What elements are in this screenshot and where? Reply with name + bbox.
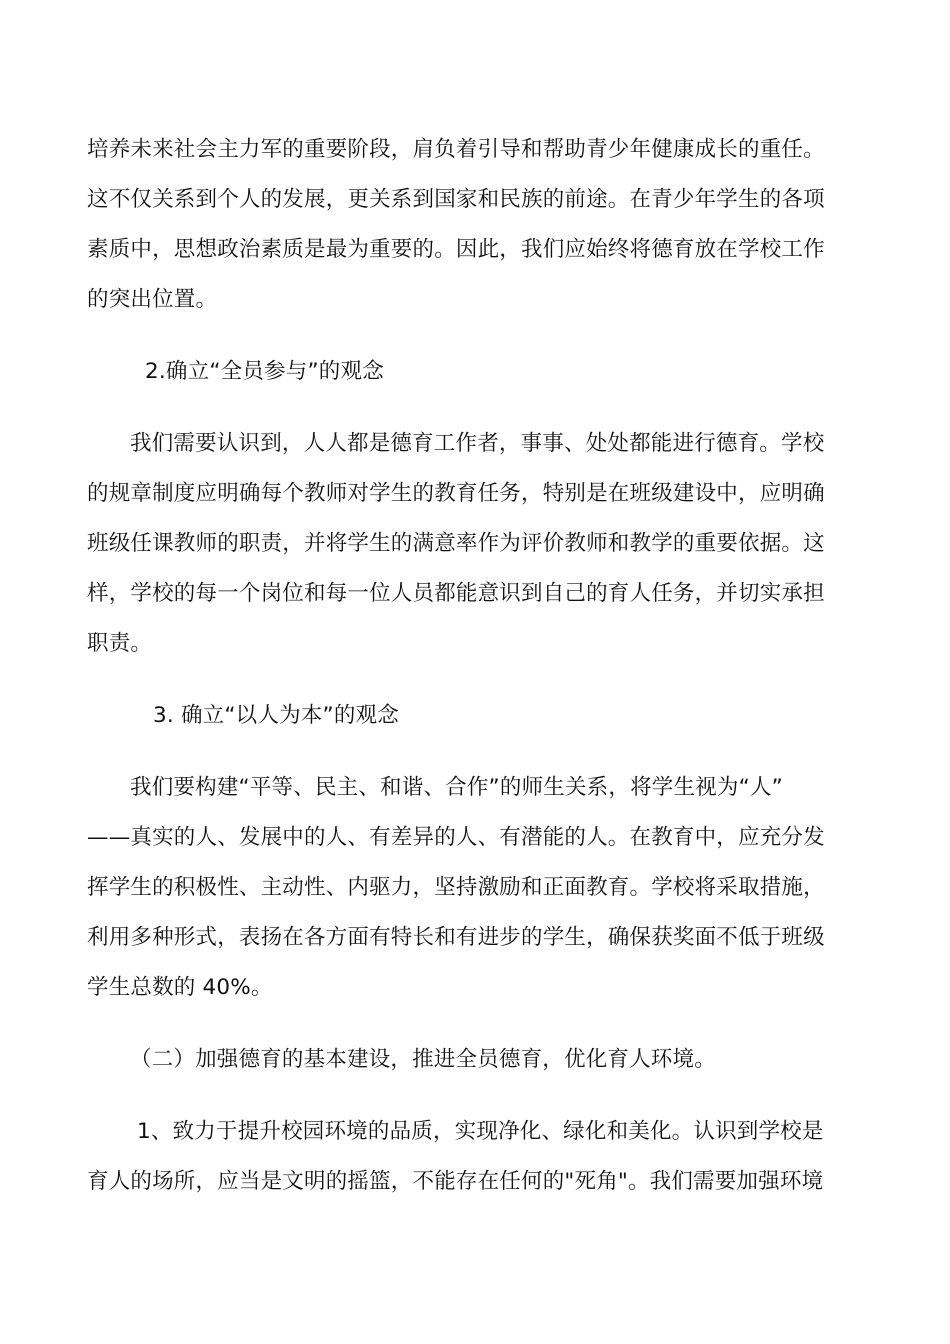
paragraph-1-line-1: 培养未来社会主力军的重要阶段，肩负着引导和帮助青少年健康成长的重任。 <box>87 137 825 162</box>
paragraph-1-line-4: 的突出位置。 <box>87 287 218 312</box>
paragraph-3-line-1: 我们要构建“平等、民主、和谐、合作”的师生关系，将学生视为“人” <box>130 775 783 800</box>
paragraph-2-line-5: 职责。 <box>87 631 153 656</box>
paragraph-2-line-3: 班级任课教师的职责，并将学生的满意率作为评价教师和教学的重要依据。这 <box>87 531 825 556</box>
section-heading-part-two: （二）加强德育的基本建设，推进全员德育，优化育人环境。 <box>130 1047 716 1072</box>
paragraph-2-line-2: 的规章制度应明确每个教师对学生的教育任务，特别是在班级建设中，应明确 <box>87 481 825 506</box>
section-heading-2: 2.确立“全员参与”的观念 <box>145 359 384 384</box>
paragraph-3-line-2: ——真实的人、发展中的人、有差异的人、有潜能的人。在教育中，应充分发 <box>87 825 825 850</box>
paragraph-3-line-4: 利用多种形式，表扬在各方面有特长和有进步的学生，确保获奖面不低于班级 <box>87 925 825 950</box>
section-heading-3: 3. 确立“以人为本”的观念 <box>153 703 399 728</box>
paragraph-4-line-1: 1、致力于提升校园环境的品质，实现净化、绿化和美化。认识到学校是 <box>137 1119 824 1144</box>
paragraph-3-line-3: 挥学生的积极性、主动性、内驱力，坚持激励和正面教育。学校将采取措施， <box>87 875 825 900</box>
paragraph-2-line-4: 样，学校的每一个岗位和每一位人员都能意识到自己的育人任务，并切实承担 <box>87 581 825 606</box>
paragraph-4-line-2: 育人的场所，应当是文明的摇篮，不能存在任何的"死角"。我们需要加强环境 <box>87 1169 824 1194</box>
paragraph-3-line-5: 学生总数的 40%。 <box>87 975 273 1000</box>
paragraph-2-line-1: 我们需要认识到，人人都是德育工作者，事事、处处都能进行德育。学校 <box>130 431 825 456</box>
paragraph-1-line-2: 这不仅关系到个人的发展，更关系到国家和民族的前途。在青少年学生的各项 <box>87 187 825 212</box>
paragraph-1-line-3: 素质中，思想政治素质是最为重要的。因此，我们应始终将德育放在学校工作 <box>87 237 825 262</box>
